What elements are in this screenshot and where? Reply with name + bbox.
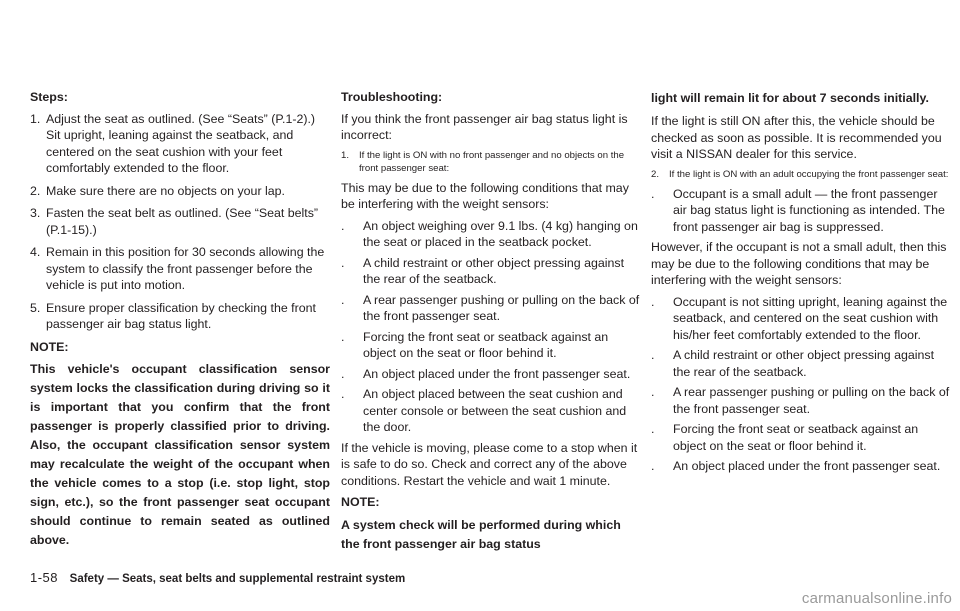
list-item: . A rear passenger pushing or pulling on the back of the front passenger seat. [341,292,640,323]
watermark: carmanualsonline.info [801,590,952,607]
list-item: . A child restraint or other object pressing against the rear of the seatback. [341,255,625,286]
list-item: . Occupant is not sitting upright, leaning against the seatback, and centered on the seat cushion with his/her feet comfortably extended to the floor. [651,294,948,342]
paragraph: If the light is still ON after this, the vehicle should be checked as soon as possible. It is recommended you visit a NISSAN dealer for this service. [651,114,942,161]
note-text-continued: light will remain lit for about 7 seconds initially. [651,91,929,105]
paragraph: However, if the occupant is not a small adult, then this may be due to the following conditions that may be interfering with the weight sensors: [651,240,947,287]
note-text: This vehicle's occupant classification sensor system locks the classification during driving so it is important that you confirm that the front passenger is properly classified prior to driving. Also, the occupant classification sensor system may recalculate the weight of the occupant when the vehicle comes to a stop (i.e. stop light, stop sign, etc.), so the front passenger seat occupant should continue to remain seated as outlined above. [30,362,330,547]
list-item: . Forcing the front seat or seatback against an object on the seat or floor behind it. [341,329,609,360]
column-right [651,89,951,479]
list-item: . A child restraint or other object pressing against the rear of the seatback. [651,348,935,379]
list-item: . An object placed under the front passenger seat. [651,459,941,473]
page-footer [30,570,405,585]
list-item: . A rear passenger pushing or pulling on the back of the front passenger seat. [651,385,950,416]
paragraph: If the vehicle is moving, please come to a stop when it is safe to do so. Check and correct any of the above conditions. Restart the vehicle and wait 1 minute. [341,440,638,488]
troubleshooting-intro: If you think the front passenger air bag status light is incorrect: [341,111,628,142]
section-title: Safety — Seats, seat belts and supplemental restraint system [69,573,406,585]
step-item: 5. Ensure proper classification by checking the front passenger air bag status light. [30,300,316,331]
sub-condition-2: 2. If the light is ON with an adult occupying the front passenger seat: [651,168,949,180]
note-heading: NOTE: [30,339,69,354]
list-item: . An object placed between the seat cushion and center console or between the seat cushion and the door. [341,387,627,434]
step-item: 2. Make sure there are no objects on your lap. [30,183,285,198]
sub-condition-1: 1. If the light is ON with no front passenger and no objects on the front passenger seat: [341,149,625,174]
note-heading: NOTE: [341,495,380,509]
paragraph: This may be due to the following conditions that may be interfering with the weight sensors: [341,180,629,211]
step-item: 4. Remain in this position for 30 seconds allowing the system to classify the front passenger before the vehicle is put into motion. [30,245,325,292]
note-text: A system check will be performed during which the front passenger air bag status [341,517,621,551]
list-item: . Occupant is a small adult — the front passenger air bag status light is functioning as intended. The front passenger air bag is suppressed. [651,186,945,234]
step-item: 3. Fasten the seat belt as outlined. (See “Seat belts” (P.1-15).) [30,206,319,237]
list-item: . An object weighing over 9.1 lbs. (4 kg) hanging on the seat or placed in the seatback pocket. [341,218,638,249]
troubleshooting-heading: Troubleshooting: [341,90,443,104]
column-middle [341,89,641,559]
step-item: 1. Adjust the seat as outlined. (See “Seats” (P.1-2).) Sit upright, leaning against the seatback, and centered on the seat cushion with your feet comfortably extended to the floor. [30,111,316,175]
list-item: . Forcing the front seat or seatback against an object on the seat or floor behind it. [651,422,919,453]
column-left [30,89,330,555]
list-item: . An object placed under the front passenger seat. [341,366,631,381]
page-number: 1-58 [30,570,59,585]
steps-heading: Steps: [30,90,68,104]
